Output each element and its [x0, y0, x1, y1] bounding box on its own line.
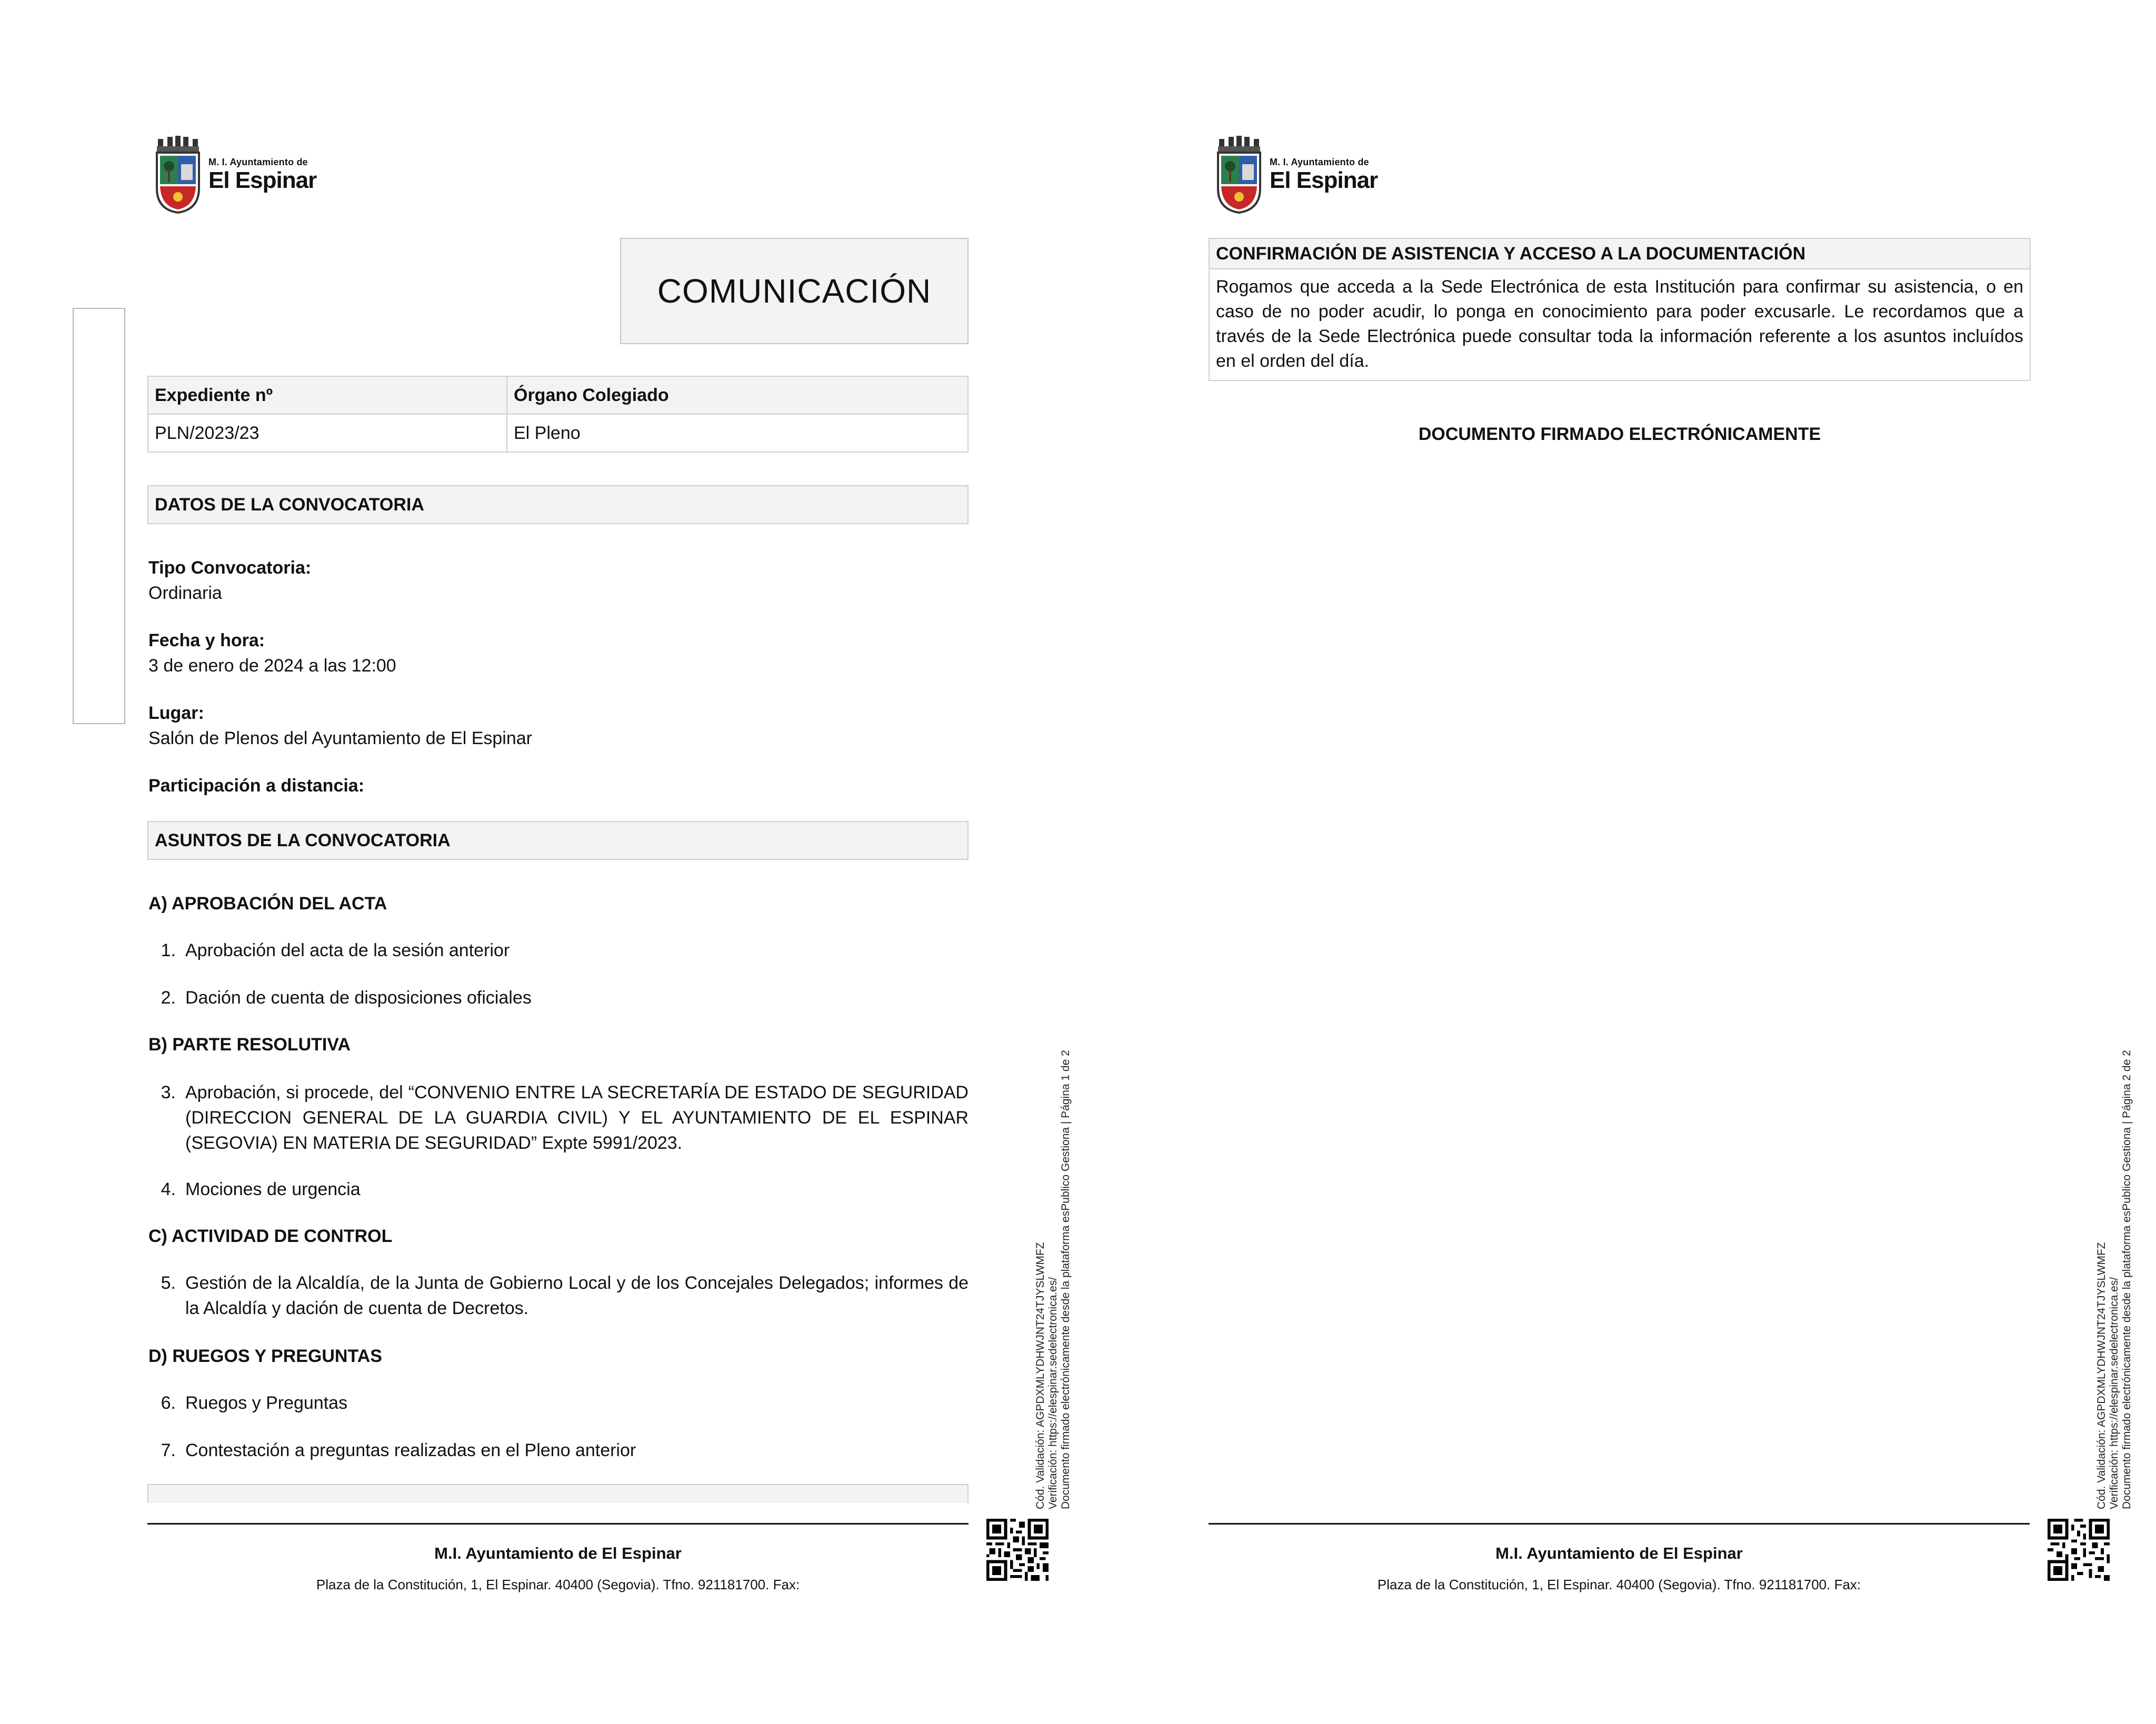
- confirmation-text: Rogamos que acceda a la Sede Electrónica de esta Institución para confirmar su asistencia, o en caso de no poder acudir, lo ponga en conocimiento para poder excusarle. Le recordamos que a través de la Sede Electrónica puede consultar toda la información referente a los asuntos incluídos en el orden del día.: [1216, 277, 2023, 371]
- coat-of-arms-icon: [154, 136, 202, 214]
- list-item: [148, 1390, 969, 1416]
- section-heading-asuntos: ASUNTOS DE LA CONVOCATORIA: [147, 821, 969, 860]
- field-label-lugar: Lugar:: [148, 703, 204, 723]
- footer-name: M.I. Ayuntamiento de El Espinar: [1495, 1544, 1743, 1562]
- group-heading-d: D) RUEGOS Y PREGUNTAS: [148, 1346, 382, 1366]
- table-cell-organo: El Pleno: [507, 414, 968, 452]
- logo-text-big: El Espinar: [208, 167, 317, 193]
- validation-code: Cód. Validación: AGPDXMLYDHWJNT24TJYSLWMFZ: [2095, 1242, 2108, 1509]
- table-header-organo: Órgano Colegiado: [507, 376, 968, 414]
- signature-note: Documento firmado electrónicamente desde la plataforma esPublico Gestiona | Página 1 de 2: [1060, 1050, 1072, 1509]
- table-header-expediente: Expediente nº: [148, 376, 507, 414]
- validation-side-text: [2095, 1050, 2133, 1509]
- municipality-logo: [154, 136, 322, 215]
- document-page-2: [1061, 0, 2139, 1724]
- field-label-fecha: Fecha y hora:: [148, 630, 265, 650]
- list-item: [148, 1438, 969, 1463]
- municipality-logo: [1215, 136, 1383, 215]
- section-bar-cut: [147, 1484, 969, 1503]
- item-number: 2.: [161, 988, 176, 1008]
- qr-code-icon: [2048, 1519, 2110, 1581]
- group-heading-a: A) APROBACIÓN DEL ACTA: [148, 894, 387, 914]
- logo-text-small: M. I. Ayuntamiento de: [208, 157, 308, 167]
- list-item: [148, 1177, 969, 1202]
- group-heading-b: B) PARTE RESOLUTIVA: [148, 1035, 351, 1055]
- footer-address: Plaza de la Constitución, 1, El Espinar. 40400 (Segovia). Tfno. 921181700. Fax:: [316, 1577, 800, 1592]
- list-item: [148, 1080, 969, 1156]
- item-text: Gestión de la Alcaldía, de la Junta de Gobierno Local y de los Concejales Delegados; informes de la Alcaldía y dación de cuenta de Decretos.: [185, 1273, 969, 1318]
- group-heading-c: C) ACTIVIDAD DE CONTROL: [148, 1226, 393, 1246]
- footer-divider: [1209, 1523, 2030, 1525]
- signed-label: DOCUMENTO FIRMADO ELECTRÓNICAMENTE: [1418, 424, 1821, 444]
- item-text: Mociones de urgencia: [185, 1179, 361, 1199]
- blank-frame: [73, 308, 125, 724]
- logo-text-big: El Espinar: [1270, 167, 1378, 193]
- field-label-participacion: Participación a distancia:: [148, 776, 365, 796]
- table-cell-expediente: PLN/2023/23: [148, 414, 507, 452]
- list-item: [148, 938, 969, 963]
- footer-address: Plaza de la Constitución, 1, El Espinar. 40400 (Segovia). Tfno. 921181700. Fax:: [1377, 1577, 1861, 1592]
- item-text: Aprobación, si procede, del “CONVENIO ENTRE LA SECRETARÍA DE ESTADO DE SEGURIDAD (DIRECCION GENERAL DE LA GUARDIA CIVIL) Y EL AYUNTAMIENTO DE EL ESPINAR (SEGOVIA) EN MATERIA DE SEGURIDAD” Expte 5991/2023.: [185, 1082, 969, 1153]
- item-number: 4.: [161, 1179, 176, 1199]
- item-number: 6.: [161, 1393, 176, 1413]
- list-item: [148, 1270, 969, 1321]
- item-text: Contestación a preguntas realizadas en el Pleno anterior: [185, 1440, 636, 1460]
- confirmation-heading: CONFIRMACIÓN DE ASISTENCIA Y ACCESO A LA DOCUMENTACIÓN: [1210, 239, 2030, 269]
- section-heading-datos: DATOS DE LA CONVOCATORIA: [147, 485, 969, 524]
- item-number: 1.: [161, 940, 176, 960]
- coat-of-arms-icon: [1215, 136, 1263, 214]
- signature-note: Documento firmado electrónicamente desde la plataforma esPublico Gestiona | Página 2 de 2: [2121, 1050, 2133, 1509]
- qr-code-icon: [986, 1519, 1049, 1581]
- item-text: Dación de cuenta de disposiciones oficiales: [185, 988, 532, 1008]
- confirmation-box: [1209, 238, 2031, 381]
- item-number: 5.: [161, 1273, 176, 1293]
- item-number: 7.: [161, 1440, 176, 1460]
- validation-code: Cód. Validación: AGPDXMLYDHWJNT24TJYSLWMFZ: [1034, 1242, 1046, 1509]
- field-label-tipo: Tipo Convocatoria:: [148, 558, 312, 578]
- field-value-fecha: 3 de enero de 2024 a las 12:00: [148, 656, 396, 676]
- item-text: Ruegos y Preguntas: [185, 1393, 348, 1413]
- item-number: 3.: [161, 1082, 176, 1102]
- list-item: [148, 985, 969, 1010]
- verification-url: Verificación: https://elespinar.sedelectronica.es/: [2108, 1277, 2120, 1509]
- footer-divider: [147, 1523, 969, 1525]
- footer-name: M.I. Ayuntamiento de El Espinar: [434, 1544, 682, 1562]
- item-text: Aprobación del acta de la sesión anterior: [185, 940, 510, 960]
- document-title: COMUNICACIÓN: [620, 238, 969, 344]
- field-value-lugar: Salón de Plenos del Ayuntamiento de El Espinar: [148, 728, 532, 748]
- field-value-tipo: Ordinaria: [148, 583, 222, 603]
- verification-url: Verificación: https://elespinar.sedelectronica.es/: [1047, 1277, 1059, 1509]
- expediente-table: [147, 376, 969, 453]
- logo-text-small: M. I. Ayuntamiento de: [1270, 157, 1369, 167]
